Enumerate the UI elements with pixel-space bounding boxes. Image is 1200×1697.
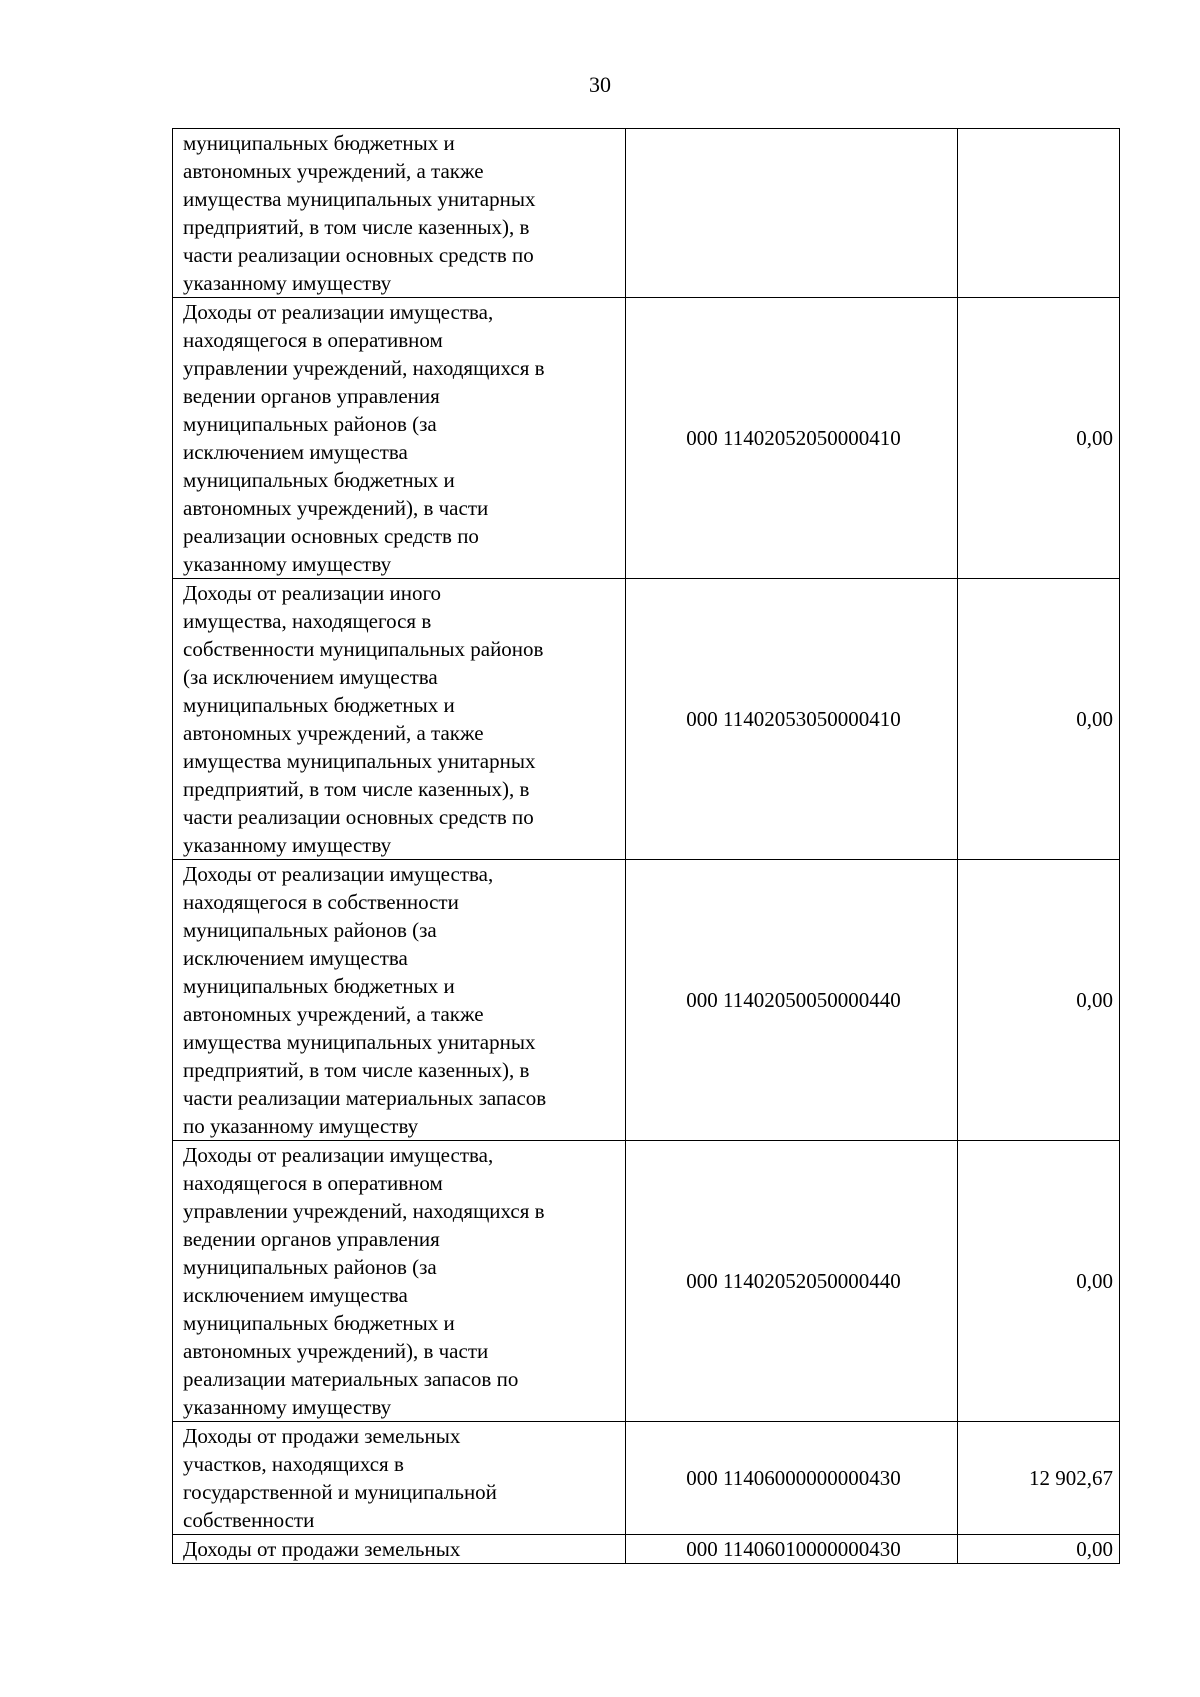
row-code: 000 11406000000000430: [626, 1422, 958, 1535]
table-row: [173, 298, 1120, 579]
row-amount: 0,00: [958, 1535, 1120, 1564]
page-number: 30: [589, 72, 611, 97]
row-amount: 0,00: [958, 1141, 1120, 1422]
row-code: 000 11406010000000430: [626, 1535, 958, 1564]
row-code: 000 11402050050000440: [626, 860, 958, 1141]
row-description: Доходы от продажи земельных: [173, 1535, 626, 1564]
revenue-table: [172, 128, 1120, 1564]
row-description: Доходы от реализации имущества, находящегося в оперативном управлении учреждений, находящихся в ведении органов управления муниципальных районов (за исключением имущества муниципальных бюджетных и автономных учреждений), в части реализации материальных запасов по указанному имуществу: [173, 1141, 626, 1422]
table-row: [173, 860, 1120, 1141]
table-row: [173, 1422, 1120, 1535]
table-row: [173, 579, 1120, 860]
row-code: 000 11402053050000410: [626, 579, 958, 860]
table-row: [173, 1535, 1120, 1564]
row-amount: 0,00: [958, 298, 1120, 579]
row-description: Доходы от продажи земельных участков, находящихся в государственной и муниципальной собственности: [173, 1422, 626, 1535]
row-description: Доходы от реализации имущества, находящегося в собственности муниципальных районов (за исключением имущества муниципальных бюджетных и автономных учреждений, а также имущества муниципальных унитарных предприятий, в том числе казенных), в части реализации материальных запасов по указанному имуществу: [173, 860, 626, 1141]
row-description: Доходы от реализации иного имущества, находящегося в собственности муниципальных районов (за исключением имущества муниципальных бюджетных и автономных учреждений, а также имущества муниципальных унитарных предприятий, в том числе казенных), в части реализации основных средств по указанному имуществу: [173, 579, 626, 860]
row-amount: 0,00: [958, 579, 1120, 860]
row-amount: [958, 129, 1120, 298]
row-code: [626, 129, 958, 298]
table-row: [173, 129, 1120, 298]
row-description: Доходы от реализации имущества, находящегося в оперативном управлении учреждений, находящихся в ведении органов управления муниципальных районов (за исключением имущества муниципальных бюджетных и автономных учреждений), в части реализации основных средств по указанному имуществу: [173, 298, 626, 579]
row-code: 000 11402052050000410: [626, 298, 958, 579]
row-amount: 0,00: [958, 860, 1120, 1141]
row-amount: 12 902,67: [958, 1422, 1120, 1535]
table-row: [173, 1141, 1120, 1422]
row-code: 000 11402052050000440: [626, 1141, 958, 1422]
row-description: муниципальных бюджетных и автономных учреждений, а также имущества муниципальных унитарных предприятий, в том числе казенных), в части реализации основных средств по указанному имуществу: [173, 129, 626, 298]
